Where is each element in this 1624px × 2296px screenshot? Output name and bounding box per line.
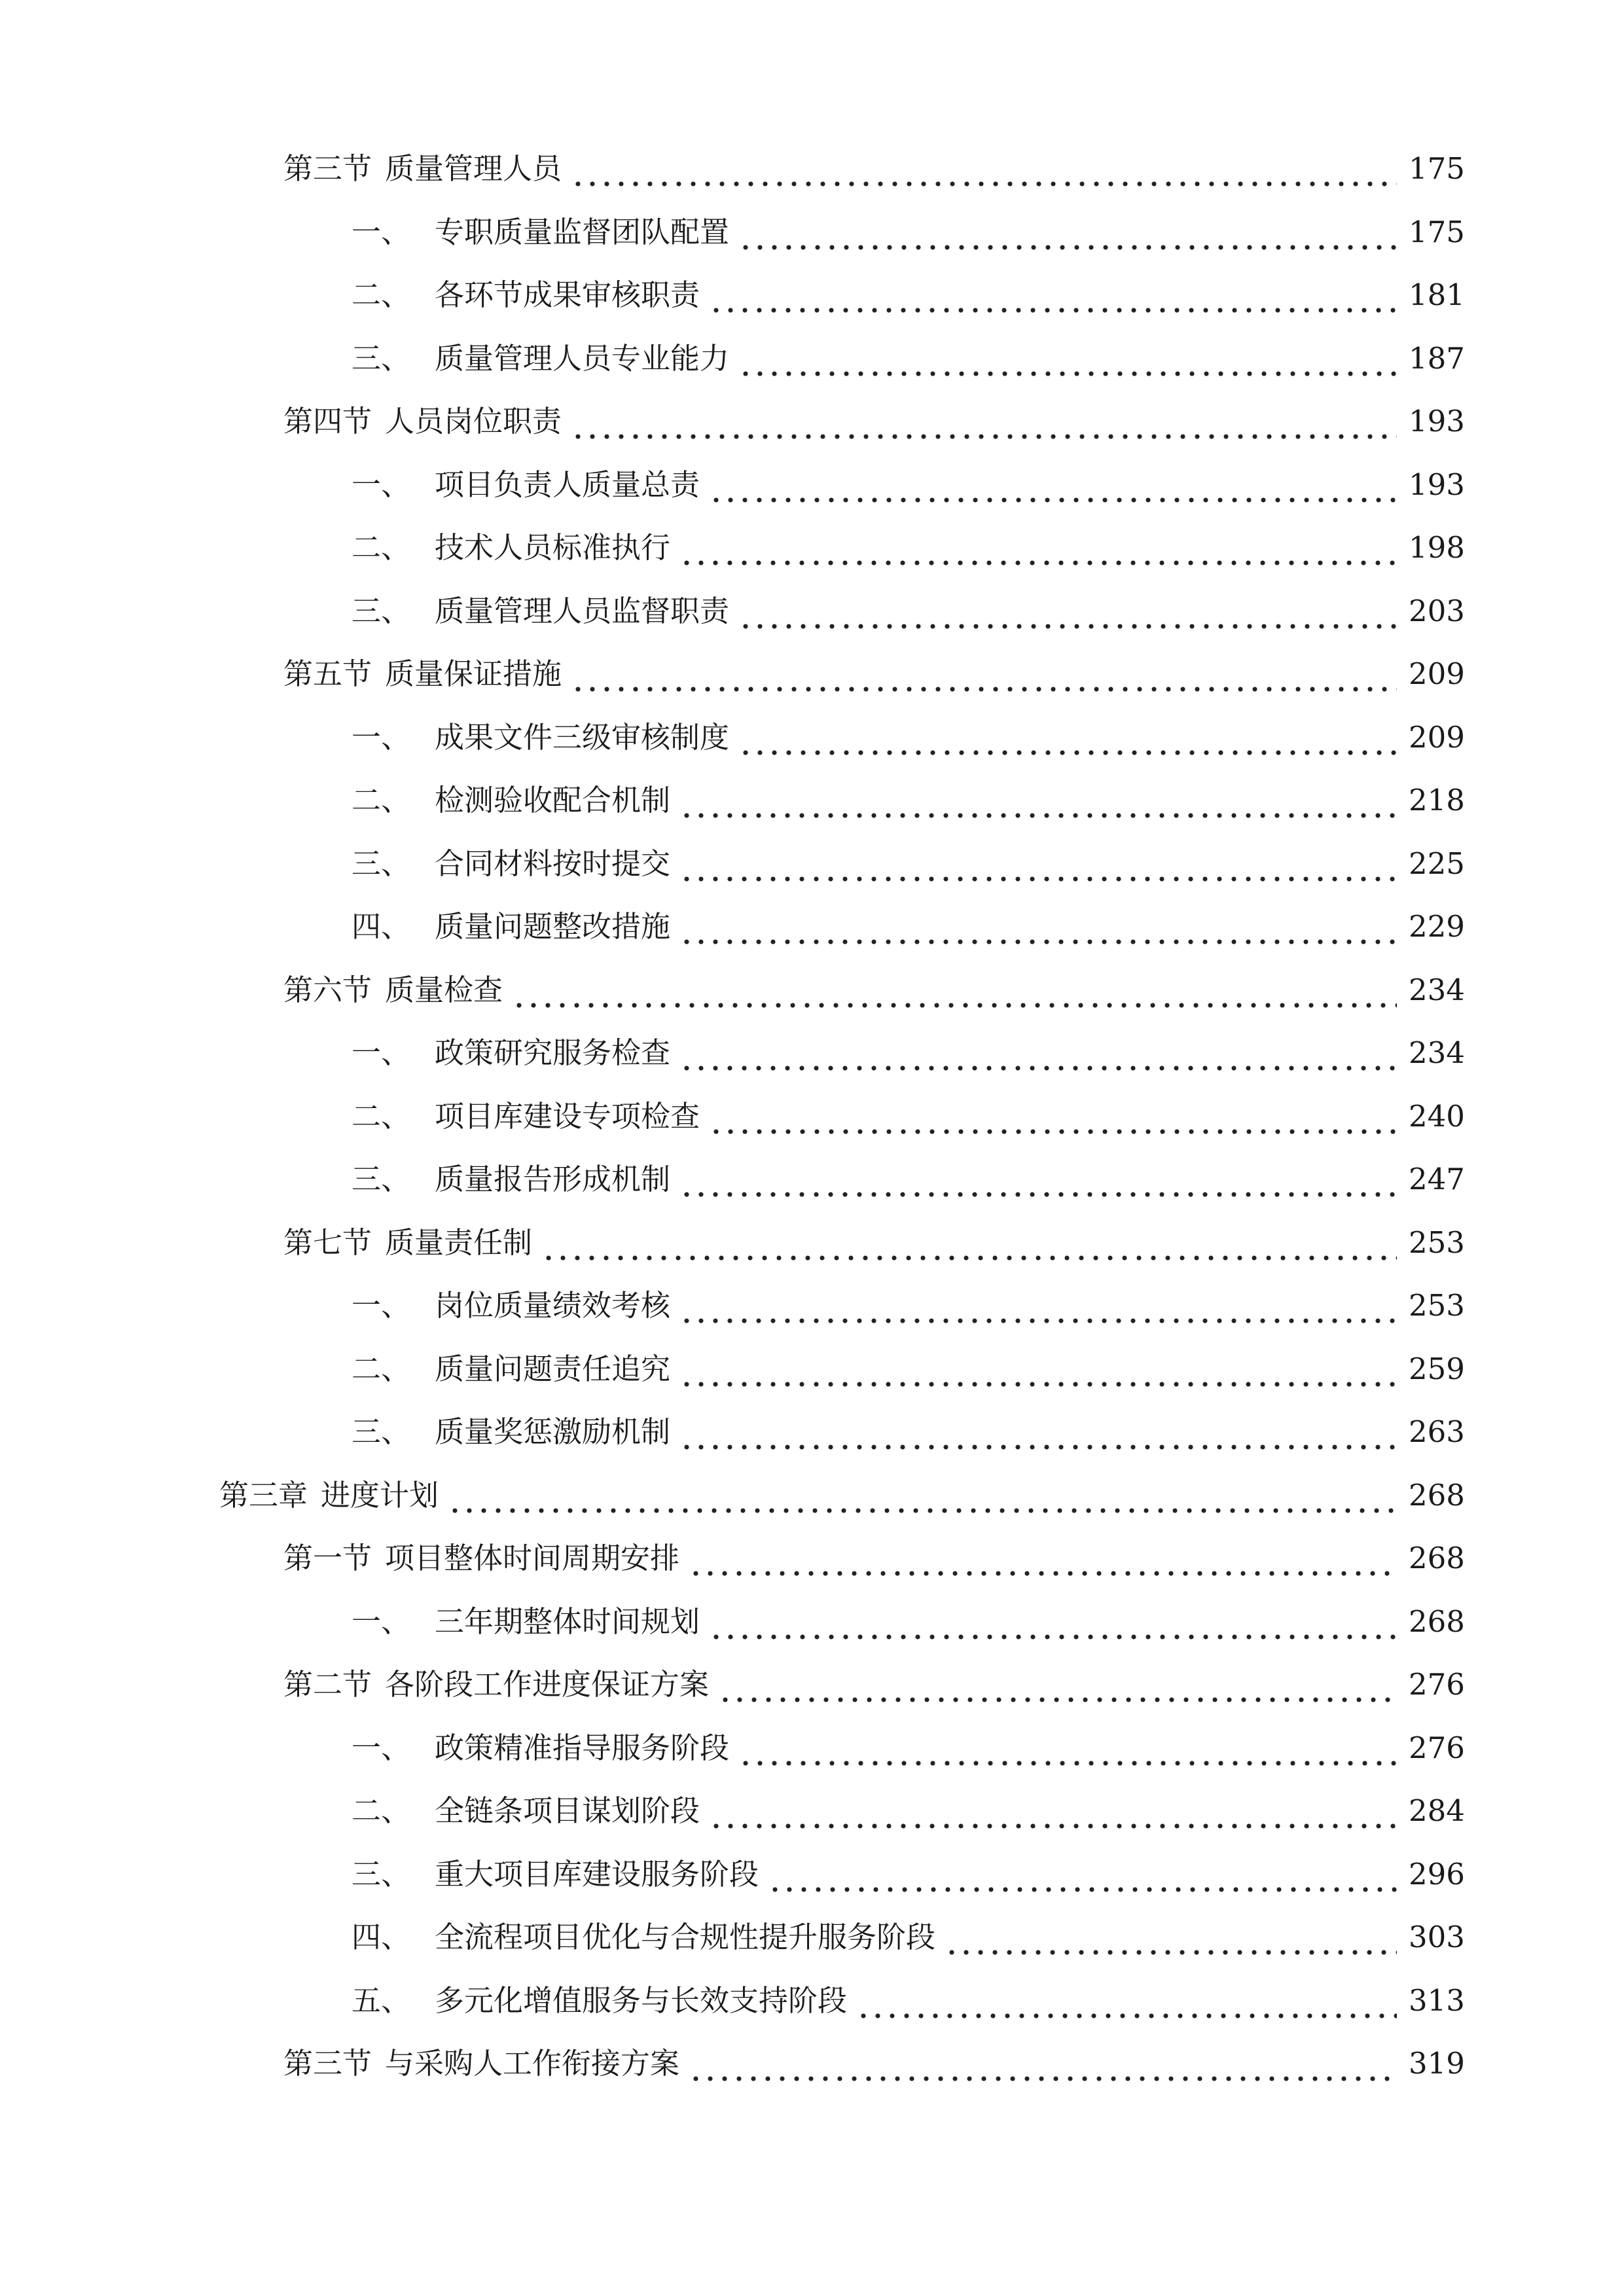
toc-entry-number: 一、	[352, 1035, 411, 1070]
dot-leader	[709, 1093, 1397, 1140]
dot-leader	[679, 1282, 1397, 1329]
dot-leader	[679, 1408, 1397, 1456]
toc-entry-number: 一、	[352, 214, 411, 249]
toc-entry-page-number: 218	[1409, 783, 1465, 817]
toc-entry-number: 三、	[352, 340, 411, 376]
toc-entry-page-number: 225	[1409, 846, 1465, 881]
toc-entry-number: 一、	[352, 1604, 411, 1639]
dot-leader	[679, 1030, 1397, 1077]
toc-entry-title: 重大项目库建设服务阶段	[435, 1856, 759, 1892]
toc-entry-title: 质量奖惩激励机制	[435, 1414, 671, 1449]
toc-entry-number: 一、	[352, 1730, 411, 1765]
toc-entry-number: 第四节	[283, 404, 372, 439]
toc-entry[interactable]	[352, 1598, 1465, 1645]
toc-entry-number: 三、	[352, 593, 411, 628]
dot-leader	[768, 1851, 1397, 1898]
toc-entry-page-number: 198	[1409, 530, 1465, 565]
toc-entry[interactable]	[283, 1219, 1465, 1266]
toc-entry-number: 二、	[352, 1351, 411, 1386]
toc-entry-title: 检测验收配合机制	[435, 783, 671, 817]
toc-entry[interactable]	[283, 2040, 1465, 2087]
toc-entry-title: 质量责任制	[385, 1225, 533, 1260]
toc-entry-page-number: 276	[1409, 1667, 1465, 1702]
dot-leader	[679, 1346, 1397, 1393]
toc-entry-page-number: 181	[1409, 278, 1465, 312]
toc-entry[interactable]	[352, 1914, 1465, 1961]
toc-entry-title: 质量报告形成机制	[435, 1162, 671, 1196]
toc-entry-number: 一、	[352, 1288, 411, 1323]
dot-leader	[709, 1598, 1397, 1645]
toc-entry-title: 项目库建设专项检查	[435, 1098, 700, 1134]
toc-entry-page-number: 303	[1409, 1920, 1465, 1954]
toc-entry-page-number: 187	[1409, 340, 1465, 376]
toc-entry[interactable]	[352, 1787, 1465, 1835]
toc-entry-page-number: 268	[1409, 1541, 1465, 1575]
dot-leader	[512, 967, 1397, 1014]
toc-entry-number: 二、	[352, 530, 411, 565]
toc-entry-page-number: 193	[1409, 404, 1465, 439]
dot-leader	[945, 1914, 1397, 1961]
toc-entry[interactable]	[352, 1030, 1465, 1077]
dot-leader	[689, 1535, 1397, 1582]
toc-entry-page-number: 268	[1409, 1477, 1465, 1513]
toc-entry-page-number: 234	[1409, 1035, 1465, 1070]
toc-entry-number: 第三章	[219, 1477, 308, 1513]
dot-leader	[738, 209, 1397, 256]
dot-leader	[738, 588, 1397, 635]
dot-leader	[448, 1472, 1397, 1519]
toc-entry[interactable]	[283, 145, 1465, 192]
toc-entry-number: 第五节	[283, 656, 372, 691]
dot-leader	[679, 903, 1397, 950]
toc-entry[interactable]	[352, 335, 1465, 382]
dot-leader	[738, 1725, 1397, 1772]
toc-entry-page-number: 203	[1409, 593, 1465, 628]
toc-entry[interactable]	[283, 651, 1465, 698]
toc-entry-title: 项目负责人质量总责	[435, 467, 700, 502]
toc-entry-title: 质量问题整改措施	[435, 909, 671, 944]
toc-entry-title: 合同材料按时提交	[435, 846, 671, 881]
toc-entry-number: 二、	[352, 1793, 411, 1828]
dot-leader	[679, 1156, 1397, 1203]
toc-entry-page-number: 253	[1409, 1225, 1465, 1260]
toc-entry-number: 第三节	[283, 151, 372, 186]
toc-entry-title: 项目整体时间周期安排	[385, 1541, 680, 1575]
toc-entry[interactable]	[352, 588, 1465, 635]
dot-leader	[709, 272, 1397, 319]
dot-leader	[679, 524, 1397, 571]
toc-entry[interactable]	[352, 461, 1465, 509]
toc-entry[interactable]	[352, 714, 1465, 761]
toc-entry-number: 四、	[352, 1920, 411, 1954]
toc-entry-page-number: 193	[1409, 467, 1465, 502]
dot-leader	[571, 651, 1397, 698]
toc-entry[interactable]	[352, 1408, 1465, 1456]
dot-leader	[571, 398, 1397, 445]
toc-entry-title: 技术人员标准执行	[435, 530, 671, 565]
toc-entry-title: 与采购人工作衔接方案	[385, 2046, 680, 2081]
toc-entry-page-number: 296	[1409, 1856, 1465, 1892]
toc-entry-title: 政策精准指导服务阶段	[435, 1730, 730, 1765]
toc-entry[interactable]	[352, 1282, 1465, 1329]
toc-entry-page-number: 209	[1409, 719, 1465, 755]
toc-entry-page-number: 209	[1409, 656, 1465, 691]
toc-entry-title: 进度计划	[321, 1477, 439, 1513]
dot-leader	[738, 714, 1397, 761]
toc-entry-page-number: 319	[1409, 2046, 1465, 2081]
toc-entry-page-number: 253	[1409, 1288, 1465, 1323]
toc-entry[interactable]	[352, 209, 1465, 256]
toc-entry-page-number: 229	[1409, 909, 1465, 944]
toc-entry-page-number: 234	[1409, 972, 1465, 1007]
toc-entry-page-number: 175	[1409, 214, 1465, 249]
toc-entry-page-number: 313	[1409, 1982, 1465, 2018]
toc-entry-number: 第一节	[283, 1541, 372, 1575]
toc-entry-number: 第三节	[283, 2046, 372, 2081]
toc-entry-title: 三年期整体时间规划	[435, 1604, 700, 1639]
dot-leader	[856, 1977, 1397, 2024]
toc-entry-page-number: 263	[1409, 1414, 1465, 1449]
dot-leader	[689, 2040, 1397, 2087]
toc-entry-number: 三、	[352, 1414, 411, 1449]
toc-entry-title: 质量检查	[385, 972, 503, 1007]
toc-entry-title: 各阶段工作进度保证方案	[385, 1667, 710, 1702]
toc-entry-title: 质量问题责任追究	[435, 1351, 671, 1386]
toc-entry-title: 各环节成果审核职责	[435, 278, 700, 312]
toc-entry-number: 三、	[352, 846, 411, 881]
toc-entry[interactable]	[352, 1725, 1465, 1772]
toc-entry[interactable]	[352, 1851, 1465, 1898]
toc-entry-title: 全流程项目优化与合规性提升服务阶段	[435, 1920, 936, 1954]
toc-entry-number: 二、	[352, 278, 411, 312]
toc-entry-number: 五、	[352, 1982, 411, 2018]
toc-entry-page-number: 284	[1409, 1793, 1465, 1828]
toc-entry-title: 质量管理人员	[385, 151, 562, 186]
toc-entry-number: 二、	[352, 783, 411, 817]
toc-entry-page-number: 247	[1409, 1162, 1465, 1196]
dot-leader	[679, 777, 1397, 824]
toc-entry[interactable]	[283, 1535, 1465, 1582]
toc-entry-title: 政策研究服务检查	[435, 1035, 671, 1070]
toc-entry[interactable]	[283, 967, 1465, 1014]
toc-entry-title: 全链条项目谋划阶段	[435, 1793, 700, 1828]
toc-entry-number: 四、	[352, 909, 411, 944]
toc-entry-number: 第二节	[283, 1667, 372, 1702]
toc-entry[interactable]	[352, 903, 1465, 950]
toc-entry-title: 质量管理人员监督职责	[435, 593, 730, 628]
toc-entry[interactable]	[283, 398, 1465, 445]
toc-entry[interactable]	[352, 524, 1465, 571]
toc-entry[interactable]	[283, 1661, 1465, 1708]
toc-entry[interactable]	[352, 1346, 1465, 1393]
dot-leader	[709, 1787, 1397, 1835]
toc-entry-page-number: 276	[1409, 1730, 1465, 1765]
dot-leader	[571, 145, 1397, 192]
toc-entry-number: 三、	[352, 1856, 411, 1892]
toc-entry-page-number: 268	[1409, 1604, 1465, 1639]
dot-leader	[709, 461, 1397, 509]
toc-entry[interactable]	[352, 1093, 1465, 1140]
toc-entry-number: 三、	[352, 1162, 411, 1196]
toc-entry[interactable]	[352, 840, 1465, 888]
toc-entry[interactable]	[352, 272, 1465, 319]
toc-entry-title: 质量保证措施	[385, 656, 562, 691]
toc-entry-title: 人员岗位职责	[385, 404, 562, 439]
toc-entry-number: 二、	[352, 1098, 411, 1134]
toc-entry[interactable]	[352, 1156, 1465, 1203]
toc-entry[interactable]	[219, 1472, 1465, 1519]
dot-leader	[738, 335, 1397, 382]
toc-entry-number: 一、	[352, 719, 411, 755]
toc-entry-title: 质量管理人员专业能力	[435, 340, 730, 376]
toc-entry-page-number: 175	[1409, 151, 1465, 186]
toc-entry[interactable]	[352, 1977, 1465, 2024]
dot-leader	[679, 840, 1397, 888]
toc-entry-title: 多元化增值服务与长效支持阶段	[435, 1982, 848, 2018]
toc-entry-title: 成果文件三级审核制度	[435, 719, 730, 755]
toc-entry-title: 专职质量监督团队配置	[435, 214, 730, 249]
toc-entry-title: 岗位质量绩效考核	[435, 1288, 671, 1323]
toc-entry-page-number: 240	[1409, 1098, 1465, 1134]
toc-entry-number: 第七节	[283, 1225, 372, 1260]
toc-entry-number: 一、	[352, 467, 411, 502]
toc-entry-page-number: 259	[1409, 1351, 1465, 1386]
toc-entry-number: 第六节	[283, 972, 372, 1007]
dot-leader	[718, 1661, 1397, 1708]
toc-entry[interactable]	[352, 777, 1465, 824]
dot-leader	[541, 1219, 1397, 1266]
